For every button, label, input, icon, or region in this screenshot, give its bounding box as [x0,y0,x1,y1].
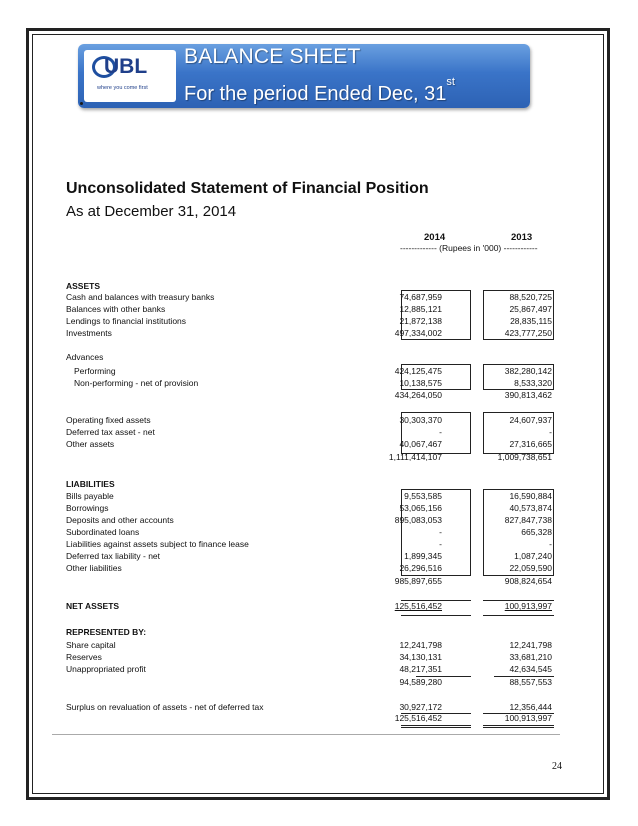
value-2013: 16,590,884 [509,491,552,501]
surplus-2013: 12,356,444 [509,702,552,712]
surplus-label: Surplus on revaluation of assets - net of deferred tax [66,702,264,712]
row-label: Investments [66,328,112,338]
banner-subtitle: For the period Ended Dec, 31st [184,76,455,105]
value-2014: 12,885,121 [399,304,442,314]
value-2013: 665,328 [521,527,552,537]
grand-total-2013: 100,913,997 [504,713,552,723]
rule [401,725,471,726]
net-assets-2014: 125,516,452 [394,601,442,611]
row-label: Reserves [66,652,102,662]
value-2014: 12,241,798 [399,640,442,650]
total-liabilities-2013: 908,824,654 [504,576,552,586]
subtotal-2013: 88,557,553 [509,677,552,687]
row-label: Bills payable [66,491,114,501]
value-2013: 28,835,115 [510,316,552,326]
value-2014: 424,125,475 [394,366,442,376]
value-2013: 12,241,798 [509,640,552,650]
value-2014: 74,687,959 [399,292,442,302]
value-2014: 10,138,575 [399,378,442,388]
rule [483,727,554,728]
banner-title: BALANCE SHEET [184,45,361,68]
surplus-2014: 30,927,172 [399,702,442,712]
row-label: Deferred tax asset - net [66,427,155,437]
row-label: Other assets [66,439,115,449]
page-number: 24 [552,761,562,772]
total-assets-2014: 1,111,414,107 [388,452,442,462]
total-assets-2013: 1,009,738,651 [497,452,552,462]
value-2014: 30,303,370 [399,415,442,425]
value-2014: - [439,427,442,437]
row-label: Deposits and other accounts [66,515,174,525]
value-2013: 423,777,250 [504,328,552,338]
row-label: Cash and balances with treasury banks [66,292,215,302]
statement-subtitle: As at December 31, 2014 [66,203,237,220]
units-note: ------------- (Rupees in '000) ------------ [400,243,538,253]
value-2013: 40,573,874 [509,503,552,513]
row-label: Deferred tax liability - net [66,551,161,561]
value-2013: 88,520,725 [509,292,552,302]
advances-total-2013: 390,813,462 [504,390,552,400]
value-2014: 497,334,002 [394,328,442,338]
banner-bullet [80,102,83,105]
row-label: Operating fixed assets [66,415,151,425]
value-2014: - [439,539,442,549]
row-label: Lendings to financial institutions [66,316,187,326]
value-2013: 24,607,937 [509,415,552,425]
value-2013: 25,867,497 [509,304,552,314]
value-2013: - [549,539,552,549]
ubl-logo-text: UBL [104,55,148,78]
ubl-logo-tagline: where you come first [97,85,148,91]
value-2013: 33,681,210 [509,652,552,662]
total-liabilities-2014: 985,897,655 [394,576,442,586]
column-header-2013: 2013 [511,232,533,243]
rule [483,615,554,616]
value-2014: 53,065,156 [399,503,442,513]
value-2014: 1,899,345 [404,551,442,561]
value-2014: 48,217,351 [399,664,442,674]
value-2013: 1,087,240 [514,551,552,561]
value-2014: 9,553,585 [404,491,442,501]
column-header-2014: 2014 [424,232,446,243]
footer-rule [52,734,560,735]
value-2014: - [439,527,442,537]
row-label: Liabilities against assets subject to finance lease [66,539,249,549]
row-label: Borrowings [66,503,109,513]
rule [401,727,471,728]
liabilities-heading: LIABILITIES [66,479,115,489]
value-2014: 34,130,131 [399,652,442,662]
value-2014: 26,296,516 [399,563,442,573]
value-2014: 40,067,467 [399,439,442,449]
net-assets-label: NET ASSETS [66,601,120,611]
value-2013: 22,059,590 [509,563,552,573]
value-2013: 42,634,545 [509,664,552,674]
grand-total-2014: 125,516,452 [394,713,442,723]
value-2014: 895,083,053 [394,515,442,525]
row-label: Unappropriated profit [66,664,146,674]
row-label: Non-performing - net of provision [74,378,199,388]
row-label: Performing [74,366,116,376]
value-2013: 27,316,665 [509,439,552,449]
statement-title: Unconsolidated Statement of Financial Position [66,180,429,197]
value-2013: 827,847,738 [504,515,552,525]
value-2013: 382,280,142 [504,366,552,376]
row-label: Share capital [66,640,116,650]
advances-total-2014: 434,264,050 [394,390,442,400]
rule [483,725,554,726]
advances-label: Advances [66,352,104,362]
value-2013: 8,533,320 [514,378,552,388]
represented-by-heading: REPRESENTED BY: [66,627,147,637]
value-2013: - [549,427,552,437]
row-label: Subordinated loans [66,527,140,537]
assets-heading: ASSETS [66,281,101,291]
subtotal-2014: 94,589,280 [399,677,442,687]
row-label: Balances with other banks [66,304,166,314]
net-assets-2013: 100,913,997 [504,601,552,611]
row-label: Other liabilities [66,563,122,573]
rule [401,615,471,616]
value-2014: 21,872,138 [399,316,442,326]
